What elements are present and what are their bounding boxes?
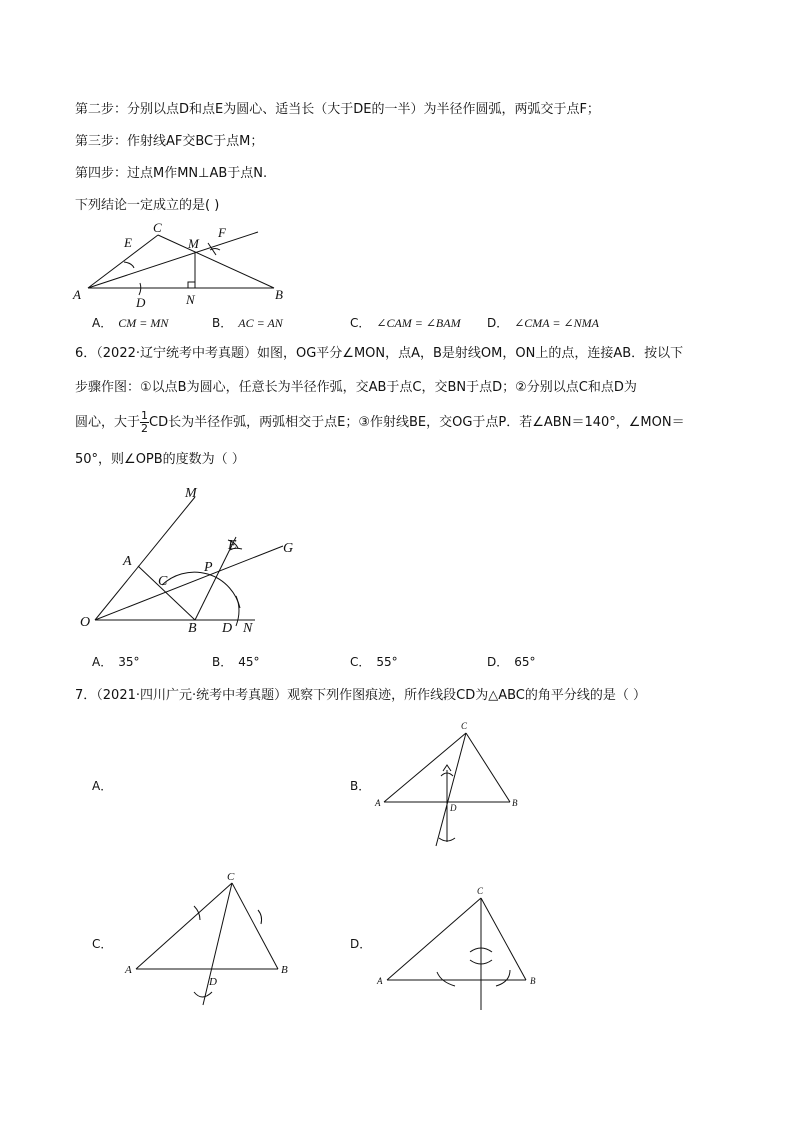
option-letter: A． (92, 655, 113, 669)
q7c-label-A: A (125, 964, 132, 976)
option-letter: C． (350, 316, 371, 330)
q5-label-N: N (186, 292, 195, 307)
option-letter: B． (212, 316, 233, 330)
option-text: AC = AN (238, 316, 283, 330)
q5-label-B: B (275, 287, 283, 302)
q6-label-D: D (222, 621, 233, 636)
option-text: 55° (376, 655, 398, 669)
option-text: CM = MN (118, 316, 169, 330)
fraction-denominator: 2 (141, 422, 149, 435)
q7d-label-B: B (530, 976, 536, 986)
q6-stem-line1: 6．（2022·辽宁统考中考真题）如图，OG平分∠MON，点A，B是射线OM，ON上的点，连接AB．按以下 (75, 346, 684, 361)
q6-label-A: A (123, 554, 132, 569)
option-letter: A． (92, 779, 113, 793)
q5-question: 下列结论一定成立的是( ) (75, 198, 220, 213)
option-text: ∠CAM = ∠BAM (376, 316, 461, 330)
option-text: 35° (118, 655, 140, 669)
q5-step2: 第二步：分别以点D和点E为圆心、适当长（大于DE的一半）为半径作圆弧，两弧交于点F； (75, 102, 600, 117)
option-letter: B． (350, 779, 371, 793)
q7c-label-C: C (227, 871, 235, 883)
q7b-label-B: B (512, 798, 518, 808)
q6-stem-line4: 50°，则∠OPB的度数为（ ） (75, 452, 245, 467)
option-letter: A． (92, 316, 113, 330)
option-text: ∠CMA = ∠NMA (514, 316, 599, 330)
q7-stem: 7．（2021·四川广元·统考中考真题）观察下列作图痕迹，所作线段CD为△ABC的角平分线的是（ ） (75, 688, 646, 703)
option-letter: C． (350, 655, 371, 669)
q7b-label-D: D (450, 803, 457, 813)
q5-label-M: M (188, 236, 199, 251)
q6-label-N: N (243, 621, 253, 636)
q7d-label-A: A (377, 976, 383, 986)
q5-step4: 第四步：过点M作MN⊥AB于点N. (75, 166, 268, 181)
q5-label-D: D (136, 295, 146, 310)
q7c-label-B: B (281, 964, 288, 976)
q7c-label-D: D (209, 976, 217, 988)
q5-label-E: E (124, 235, 132, 250)
q6-line3-pre: 圆心，大于 (75, 415, 141, 430)
q6-label-M: M (185, 486, 197, 501)
q5-label-F: F (218, 225, 226, 240)
q6-stem-line2: 步骤作图：①以点B为圆心，任意长为半径作弧，交AB于点C，交BN于点D；②分别以点C和点D为 (75, 380, 637, 395)
q7b-label-A: A (375, 798, 381, 808)
q7d-label-C: C (477, 886, 484, 896)
q5-label-C: C (153, 220, 162, 235)
q7b-label-C: C (461, 721, 468, 731)
option-letter: B． (212, 655, 233, 669)
q6-line3-post: CD长为半径作弧，两弧相交于点E；③作射线BE，交OG于点P．若∠ABN＝140°，∠MON＝ (149, 415, 685, 430)
option-text: 45° (238, 655, 260, 669)
q6-label-G: G (283, 541, 294, 556)
fraction-numerator: 1 (141, 409, 149, 422)
option-letter: D． (350, 937, 372, 951)
q6-label-C: C (158, 574, 168, 589)
q5-label-A: A (73, 287, 81, 302)
option-letter: C． (92, 937, 113, 951)
q6-label-P: P (204, 560, 213, 575)
q6-label-E: E (228, 538, 237, 553)
q6-label-B: B (188, 621, 197, 636)
option-letter: D． (487, 316, 509, 330)
q5-step3: 第三步：作射线AF交BC于点M； (75, 134, 264, 149)
option-letter: D． (487, 655, 509, 669)
q6-label-O: O (80, 615, 91, 630)
option-text: 65° (514, 655, 536, 669)
